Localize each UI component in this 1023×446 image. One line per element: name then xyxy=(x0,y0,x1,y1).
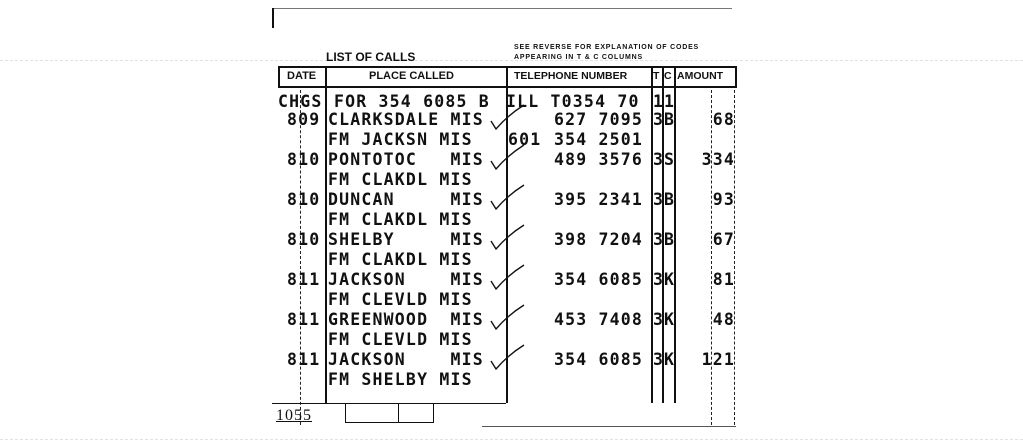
call-amount: 334 xyxy=(701,150,735,169)
call-amount: 67 xyxy=(712,230,735,249)
call-number: 627 7095 xyxy=(554,110,644,129)
footer-box-divider xyxy=(433,403,434,423)
handwritten-check-icon xyxy=(488,103,528,133)
call-c-code: B xyxy=(664,190,676,209)
table-left-border xyxy=(278,66,280,88)
charge-c: 1 xyxy=(664,92,676,111)
call-date: 811 xyxy=(287,270,321,289)
call-from-area: 601 xyxy=(508,130,542,149)
handwritten-check-icon xyxy=(488,303,528,333)
call-place: SHELBY MIS xyxy=(328,230,484,249)
handwritten-check-icon xyxy=(488,143,528,173)
call-number: 489 3576 xyxy=(554,150,644,169)
call-number: 398 7204 xyxy=(554,230,644,249)
footer-box-bottom xyxy=(345,422,433,423)
date-column-divider xyxy=(325,66,327,403)
call-amount: 81 xyxy=(712,270,735,289)
call-from: FM CLAKDL MIS xyxy=(328,250,473,269)
list-title: LIST OF CALLS xyxy=(326,50,416,64)
call-place: PONTOTOC MIS xyxy=(328,150,484,169)
charge-telephone: ILL T0354 70 xyxy=(506,92,640,111)
amount-column-header: AMOUNT xyxy=(677,70,724,82)
codes-note-line-2: APPEARING IN T & C COLUMNS xyxy=(514,54,643,61)
call-t-code: 3 xyxy=(653,190,665,209)
t-column-header: T xyxy=(653,70,660,82)
call-amount: 93 xyxy=(712,190,735,209)
call-place: CLARKSDALE MIS xyxy=(328,110,484,129)
call-from: FM CLEVLD MIS xyxy=(328,290,473,309)
call-from-number: 354 2501 xyxy=(554,130,644,149)
page-code: 1055 xyxy=(276,407,312,424)
call-date: 810 xyxy=(287,190,321,209)
call-date: 810 xyxy=(287,150,321,169)
call-t-code: 3 xyxy=(653,230,665,249)
footer-box-divider xyxy=(398,403,399,423)
handwritten-check-icon xyxy=(488,263,528,293)
date-dashed-guide xyxy=(300,90,301,425)
scan-dotted-line xyxy=(0,60,1023,61)
call-c-code: B xyxy=(664,230,676,249)
table-right-border xyxy=(735,66,737,88)
footer-top-line xyxy=(272,403,506,404)
call-place: DUNCAN MIS xyxy=(328,190,484,209)
call-from: FM CLAKDL MIS xyxy=(328,210,473,229)
call-number: 453 7408 xyxy=(554,310,644,329)
right-dashed-guide xyxy=(734,90,735,425)
charge-place: FOR 354 6085 B xyxy=(334,92,490,111)
call-c-code: K xyxy=(664,270,676,289)
call-c-code: K xyxy=(664,350,676,369)
call-from: FM CLAKDL MIS xyxy=(328,170,473,189)
footer-right-line xyxy=(482,426,736,427)
call-date: 811 xyxy=(287,350,321,369)
call-date: 809 xyxy=(287,110,321,129)
call-c-code: K xyxy=(664,310,676,329)
call-number: 354 6085 xyxy=(554,270,644,289)
call-number: 354 6085 xyxy=(554,350,644,369)
call-amount: 121 xyxy=(701,350,735,369)
codes-note-line-1: SEE REVERSE FOR EXPLANATION OF CODES xyxy=(514,44,700,51)
c-column-header: C xyxy=(664,70,672,82)
call-t-code: 3 xyxy=(653,110,665,129)
date-column-header: DATE xyxy=(287,70,317,82)
charge-t: 1 xyxy=(653,92,665,111)
handwritten-check-icon xyxy=(488,343,528,373)
call-amount: 68 xyxy=(712,110,735,129)
handwritten-check-icon xyxy=(488,223,528,253)
call-place: JACKSON MIS xyxy=(328,270,484,289)
call-amount: 48 xyxy=(712,310,735,329)
footer-box-divider xyxy=(345,403,346,423)
top-corner-mark xyxy=(272,8,274,28)
charge-date: CHGS xyxy=(278,92,323,111)
call-t-code: 3 xyxy=(653,150,665,169)
call-place: JACKSON MIS xyxy=(328,350,484,369)
call-from: FM SHELBY MIS xyxy=(328,370,473,389)
call-c-code: S xyxy=(664,150,676,169)
top-edge-line xyxy=(272,8,732,9)
call-date: 810 xyxy=(287,230,321,249)
call-number: 395 2341 xyxy=(554,190,644,209)
call-from: FM CLEVLD MIS xyxy=(328,330,473,349)
call-c-code: B xyxy=(664,110,676,129)
amount-dashed-guide xyxy=(711,90,712,425)
call-t-code: 3 xyxy=(653,270,665,289)
call-t-code: 3 xyxy=(653,310,665,329)
handwritten-check-icon xyxy=(488,183,528,213)
call-t-code: 3 xyxy=(653,350,665,369)
call-from: FM JACKSN MIS xyxy=(328,130,473,149)
telephone-column-header: TELEPHONE NUMBER xyxy=(514,70,628,82)
scan-dotted-line xyxy=(0,439,1023,440)
call-place: GREENWOOD MIS xyxy=(328,310,484,329)
place-column-header: PLACE CALLED xyxy=(369,70,454,82)
call-date: 811 xyxy=(287,310,321,329)
